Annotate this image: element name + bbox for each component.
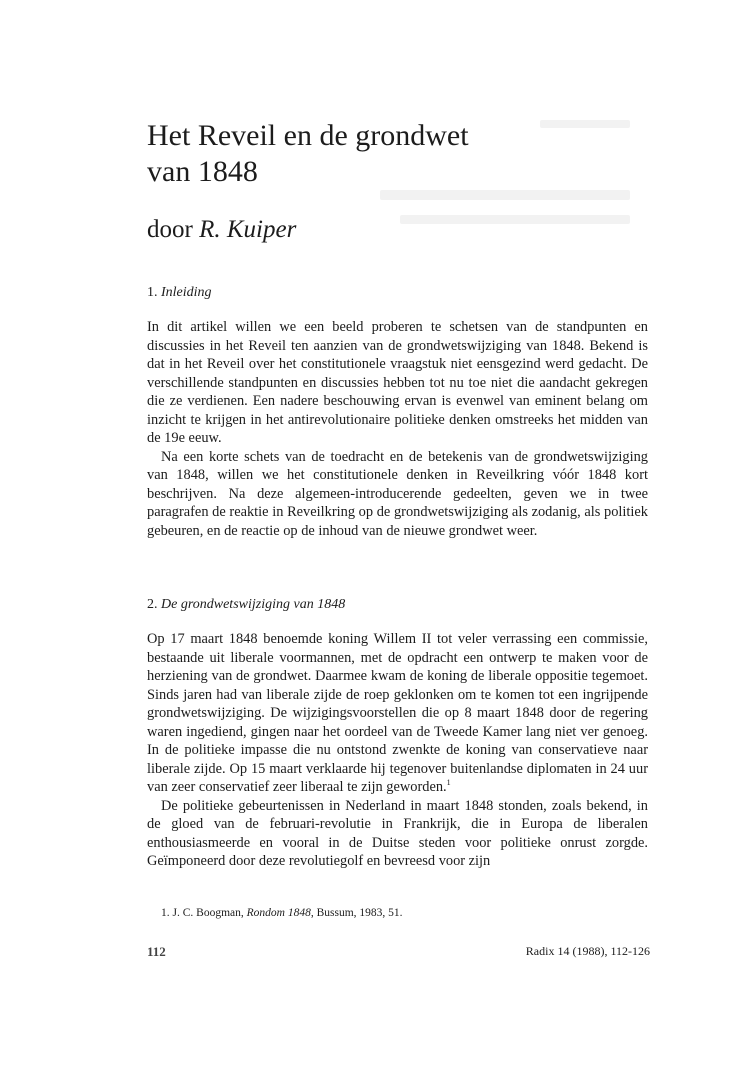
section-number: 2. (147, 597, 158, 612)
footnote-reference[interactable]: 1 (446, 778, 451, 788)
journal-reference: Radix 14 (1988), 112-126 (525, 944, 650, 958)
section-title: De grondwetswijziging van 1848 (161, 597, 346, 612)
footnote-author: J. C. Boogman, (172, 907, 244, 919)
section-heading (147, 596, 345, 614)
paragraph: Na een korte schets van de toedracht en de betekenis van de grondwetswijziging van 1848, willen we het constitutionele denken in Reveilkring vóór 1848 kort beschrijven. Na deze algemeen-introducerende gedeelten, geven we in twee paragrafen de reaktie in Reveilkring op de grondwetswijziging als zodanig, als politiek gebeuren, en de reactie op de inhoud van de nieuwe grondwet weer. (147, 448, 648, 539)
page-number: 112 (147, 944, 166, 959)
paragraph-text: Op 17 maart 1848 benoemde koning Willem II tot veler verrassing een commissie, bestaande uit liberale voormannen, met de opdracht een ontwerp te maken voor de herziening van de grondwet. Daarmee kwam de koning de liberale oppositie tegemoet. Sinds jaren had van liberale zijde de roep geklonken om te komen tot een ingrijpende grondwetswijziging. De wijzigingsvoorstellen die op 8 maart 1848 door de regering waren ingediend, gingen naar het oordeel van de Tweede Kamer lang niet ver genoeg. In de politieke impasse die nu ontstond zwenkte de koning van conservatieve naar liberale zijde. Op 15 maart verklaarde hij tegenover buitenlandse diplomaten in 24 uur van zeer conservatief zeer liberaal te zijn geworden. (147, 631, 648, 795)
byline (147, 214, 296, 246)
footnote-details: , Bussum, 1983, 51. (310, 907, 403, 919)
byline-prefix: door (147, 216, 193, 243)
article-title-line-1: Het Reveil en de grondwet (147, 119, 469, 152)
paragraph-with-footnote (147, 630, 648, 797)
article-title (147, 118, 587, 190)
article-title-line-2: van 1848 (147, 155, 258, 188)
section-number: 1. (147, 285, 158, 300)
footnote-number: 1. (161, 907, 170, 919)
author-name: R. Kuiper (199, 216, 297, 243)
footnote-work-title: Rondom 1848 (246, 907, 311, 919)
section-body (147, 630, 648, 871)
paragraph: In dit artikel willen we een beeld proberen te schetsen van de standpunten en discussies in het Reveil ten aanzien van de grondwetswijziging van 1848. Bekend is dat in het Reveil over het constitutionele vraagstuk niet eensgezind werd gedacht. De verschillende standpunten en discussies hebben tot nu toe niet die aandacht gekregen die ze verdienen. Een nadere beschouwing ervan is evenwel van eminent belang om inzicht te krijgen in het antirevolutionaire politieke denken omstreeks het midden van de 19e eeuw. (147, 319, 648, 446)
section-title: Inleiding (161, 285, 212, 300)
paragraph: De politieke gebeurtenissen in Nederland in maart 1848 stonden, zoals bekend, in de gloed van de februari-revolutie in Frankrijk, die in Europa de liberalen enthousiasmeerde en vooral in de Duitse steden voor politieke onrust zorgde. Geïmponeerd door deze revolutiegolf en bevreesd voor zijn (147, 797, 648, 869)
section-heading (147, 284, 212, 302)
footnote (161, 906, 403, 920)
section-body (147, 318, 648, 540)
show-through-mark (400, 215, 630, 224)
show-through-mark (380, 190, 630, 200)
